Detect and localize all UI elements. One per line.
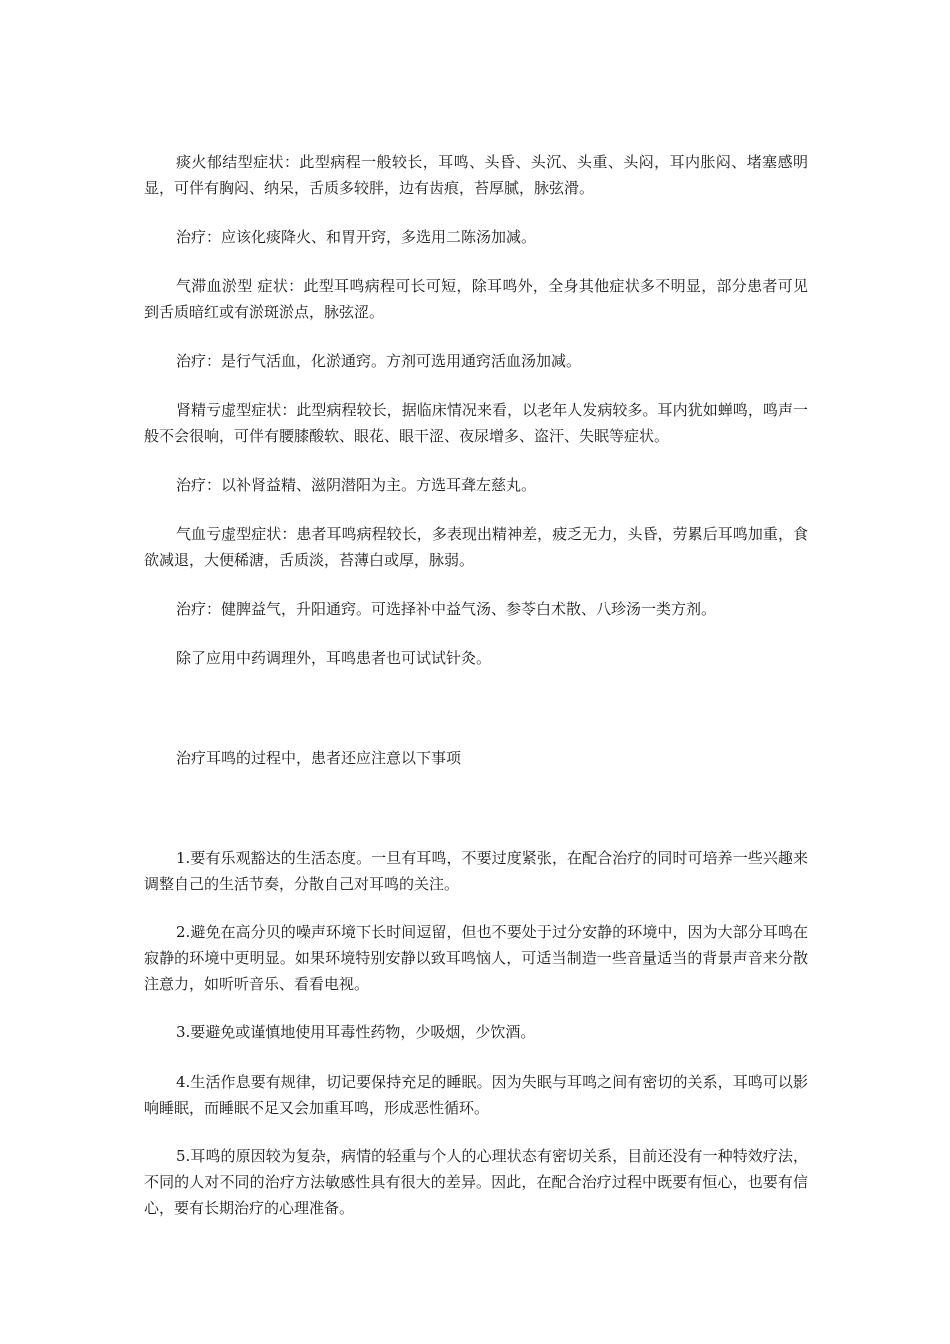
section-heading-precautions: 治疗耳鸣的过程中，患者还应注意以下事项 <box>176 749 462 767</box>
precaution-item-5: 5.耳鸣的原因较为复杂，病情的轻重与个人的心理状态有密切关系，目前还没有一种特效疗法，不同的人对不同的治疗方法敏感性具有很大的差异。因此，在配合治疗过程中既要有恒心，也要有信心，要有长期治疗的心理准备。 <box>144 1147 808 1217</box>
paragraph-qixue-treatment: 治疗：健脾益气，升阳通窍。可选择补中益气汤、参苓白术散、八珍汤一类方剂。 <box>176 600 717 618</box>
precaution-item-1: 1.要有乐观豁达的生活态度。一旦有耳鸣，不要过度紧张，在配合治疗的同时可培养一些兴趣来调整自己的生活节奏，分散自己对耳鸣的关注。 <box>144 849 808 893</box>
paragraph-acupuncture: 除了应用中药调理外，耳鸣患者也可试试针灸。 <box>176 649 492 667</box>
paragraph-qixue-symptoms: 气血亏虚型症状：患者耳鸣病程较长，多表现出精神差，疲乏无力，头昏，劳累后耳鸣加重，食欲减退，大便稀溏，舌质淡，苔薄白或厚，脉弱。 <box>144 525 808 569</box>
paragraph-tanhuo-treatment: 治疗：应该化痰降火、和胃开窍，多选用二陈汤加减。 <box>176 228 537 246</box>
precaution-item-3: 3.要避免或谨慎地使用耳毒性药物，少吸烟，少饮酒。 <box>176 1023 536 1041</box>
precaution-item-2: 2.避免在高分贝的噪声环境下长时间逗留，但也不要处于过分安静的环境中，因为大部分耳鸣在寂静的环境中更明显。如果环境特别安静以致耳鸣恼人，可适当制造一些音量适当的背景声音来分散注意力，如听听音乐、看看电视。 <box>144 923 808 993</box>
paragraph-qizhi-treatment: 治疗：是行气活血，化淤通窍。方剂可选用通窍活血汤加减。 <box>176 352 582 370</box>
paragraph-shenjing-treatment: 治疗：以补肾益精、滋阴潜阳为主。方选耳聋左慈丸。 <box>176 476 537 494</box>
paragraph-shenjing-symptoms: 肾精亏虚型症状：此型病程较长，据临床情况来看，以老年人发病较多。耳内犹如蝉鸣，鸣声一般不会很响，可伴有腰膝酸软、眼花、眼干涩、夜尿增多、盗汗、失眠等症状。 <box>144 401 808 445</box>
precaution-item-4: 4.生活作息要有规律，切记要保持充足的睡眠。因为失眠与耳鸣之间有密切的关系，耳鸣可以影响睡眠，而睡眠不足又会加重耳鸣，形成恶性循环。 <box>144 1073 808 1117</box>
paragraph-qizhi-symptoms: 气滞血淤型 症状：此型耳鸣病程可长可短，除耳鸣外，全身其他症状多不明显，部分患者可见到舌质暗红或有淤斑淤点，脉弦涩。 <box>144 277 808 321</box>
paragraph-tanhuo-symptoms: 痰火郁结型症状：此型病程一般较长，耳鸣、头昏、头沉、头重、头闷，耳内胀闷、堵塞感明显，可伴有胸闷、纳呆，舌质多较胖，边有齿痕，苔厚腻，脉弦滑。 <box>144 153 808 197</box>
